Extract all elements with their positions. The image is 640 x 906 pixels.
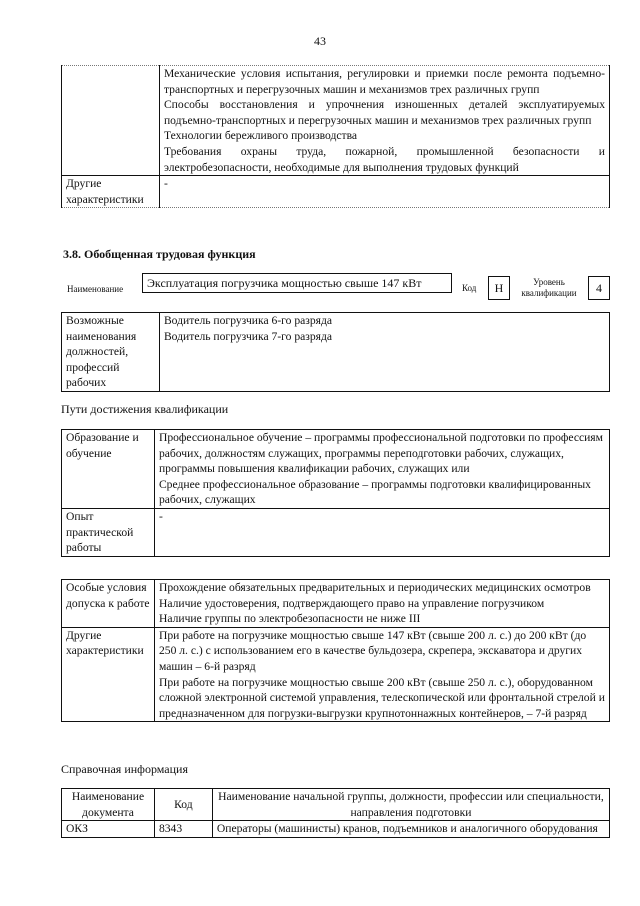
position-item: Водитель погрузчика 6-го разряда <box>163 314 333 327</box>
top-table-empty-label <box>62 66 160 176</box>
function-code-value: H <box>488 276 510 300</box>
education-item: Среднее профессиональное образование – программы подготовки квалифицированных рабочих, служащих <box>158 477 591 507</box>
reference-table <box>61 788 610 838</box>
top-knowledge-table <box>61 65 610 208</box>
condition-item: Наличие удостоверения, подтверждающего право на управление погрузчиком <box>158 596 545 610</box>
level-label: Уровень квалификации <box>521 277 577 298</box>
reference-cell-name: Операторы (машинисты) кранов, подъемников и аналогичного оборудования <box>212 821 609 838</box>
code-label: Код <box>462 283 477 293</box>
education-item: Профессиональное обучение – программы профессиональной подготовки по профессиям рабочих, должностям служащих, программы переподготовки рабочих, служащих, программы повышения квалификации рабочих, служащих или <box>158 431 603 476</box>
knowledge-item: Технологии бережливого производства <box>163 129 358 143</box>
name-label: Наименование <box>67 284 124 294</box>
other-characteristics-label: Другие характеристики <box>62 176 160 208</box>
experience-label: Опыт практической работы <box>62 508 155 556</box>
grade-item: При работе на погрузчике мощностью свыше 200 кВт (свыше 250 л. с.), оборудованном сложной электронной системой управления, телескопической или фронтальной стрелой и предназначенном для погрузки-выгрузки крупнотоннажных контейнеров, – 7-й разряд <box>158 675 605 720</box>
reference-cell-document: ОКЗ <box>62 821 155 838</box>
positions-values <box>159 313 609 392</box>
grades-values <box>154 627 609 722</box>
reference-header-document: Наименование документа <box>62 789 155 821</box>
knowledge-item: Механические условия испытания, регулировки и приемки после ремонта подъемно-транспортных и перегрузочных машин и механизмов трех различных групп <box>163 67 605 96</box>
knowledge-item: Требования охраны труда, пожарной, промышленной безопасности и электробезопасности, необходимые для выполнения трудовых функций <box>163 144 605 174</box>
qualification-level-value: 4 <box>588 276 610 300</box>
section-title: 3.8. Обобщенная трудовая функция <box>63 247 256 261</box>
education-values <box>154 430 609 509</box>
condition-item: Наличие группы по электробезопасности не ниже III <box>158 612 421 626</box>
reference-header-name: Наименование начальной группы, должности, профессии или специальности, направления подготовки <box>212 789 609 821</box>
grade-item: При работе на погрузчике мощностью свыше 147 кВт (свыше 200 л. с.) до 200 кВт (до 250 л. с.) с использованием его в качестве бульдозера, скрепера, экскаватора и других машин – 6-й разряд <box>158 628 587 673</box>
grades-label: Другие характеристики <box>62 627 155 722</box>
knowledge-item: Способы восстановления и упрочнения изношенных деталей эксплуатируемых подъемно-транспортных и перегрузочных машин и механизмов трех различных групп <box>163 98 605 127</box>
conditions-table <box>61 579 610 722</box>
reference-heading: Справочная информация <box>61 762 188 776</box>
education-table <box>61 429 610 557</box>
positions-label: Возможные наименования должностей, профессий рабочих <box>62 313 160 392</box>
education-label: Образование и обучение <box>62 430 155 509</box>
qualification-heading: Пути достижения квалификации <box>61 402 229 416</box>
conditions-label: Особые условия допуска к работе <box>62 580 155 628</box>
conditions-values <box>154 580 609 628</box>
function-name-value: Эксплуатация погрузчика мощностью свыше 147 кВт <box>142 273 452 293</box>
position-item: Водитель погрузчика 7-го разряда <box>163 329 333 343</box>
condition-item: Прохождение обязательных предварительных и периодических медицинских осмотров <box>158 581 591 594</box>
page-number: 43 <box>314 34 326 48</box>
positions-table <box>61 312 610 392</box>
experience-value: - <box>154 508 609 556</box>
reference-cell-code: 8343 <box>154 821 212 838</box>
reference-header-code: Код <box>154 789 212 821</box>
other-characteristics-value: - <box>159 176 609 208</box>
top-table-knowledge-cell <box>159 66 609 176</box>
